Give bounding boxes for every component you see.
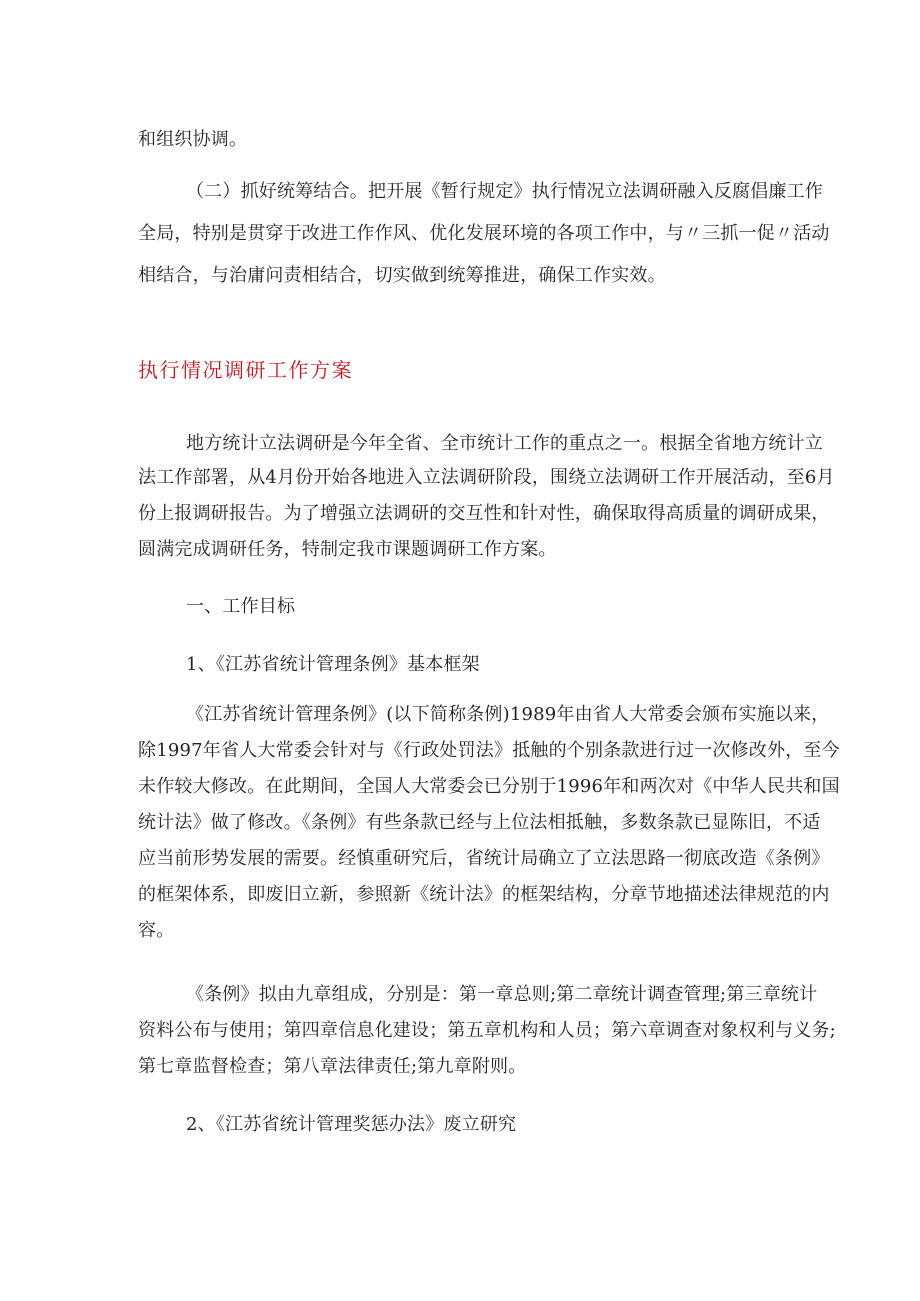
subsection-heading: 1、《江苏省统计管理条例》基本框架 (186, 654, 480, 675)
paragraph-line: 《条例》拟由九章组成，分别是：第一章总则;第二章统计调查管理;第三章统计 (186, 984, 818, 1005)
paragraph-line: 全局，特别是贯穿于改进工作作风、优化发展环境的各项工作中，与〃三抓一促〃活动 (138, 223, 830, 244)
paragraph-line: 第七章监督检查；第八章法律责任;第九章附则。 (138, 1056, 527, 1077)
paragraph-line: 未作较大修改。在此期间，全国人大常委会已分别于1996年和两次对《中华人民共和国 (138, 776, 840, 797)
paragraph-line: 和组织协调。 (138, 129, 248, 150)
paragraph-line: 的框架体系，即废旧立新，参照新《统计法》的框架结构，分章节地描述法律规范的内 (138, 884, 830, 905)
paragraph-line: 资料公布与使用；第四章信息化建设；第五章机构和人员；第六章调查对象权利与义务; (138, 1020, 836, 1041)
paragraph-line: 容。 (138, 920, 175, 941)
paragraph-line: 统计法》做了修改。《条例》有些条款已经与上位法相抵触，多数条款已显陈旧，不适 (138, 812, 821, 833)
paragraph-line: 应当前形势发展的需要。经慎重研究后，省统计局确立了立法思路一彻底改造《条例》 (138, 848, 830, 869)
paragraph-line: 圆满完成调研任务，特制定我市课题调研工作方案。 (138, 539, 557, 560)
paragraph-line: （二）抓好统筹结合。把开展《暂行规定》执行情况立法调研融入反腐倡廉工作 (186, 181, 823, 202)
paragraph-line: 相结合，与治庸问责相结合，切实做到统筹推进，确保工作实效。 (138, 265, 666, 286)
section-title: 执行情况调研工作方案 (138, 358, 353, 382)
paragraph-line: 地方统计立法调研是今年全省、全市统计工作的重点之一。根据全省地方统计立 (186, 433, 823, 454)
paragraph-line: 除1997年省人大常委会针对与《行政处罚法》抵触的个别条款进行过一次修改外，至今 (138, 740, 840, 761)
paragraph-line: 份上报调研报告。为了增强立法调研的交互性和针对性，确保取得高质量的调研成果， (138, 503, 830, 524)
paragraph-line: 法工作部署，从4月份开始各地进入立法调研阶段，围绕立法调研工作开展活动，至6月 (138, 467, 835, 488)
paragraph-line: 《江苏省统计管理条例》(以下简称条例)1989年由省人大常委会颁布实施以来， (186, 704, 830, 725)
section-heading: 一、工作目标 (186, 596, 296, 617)
subsection-heading: 2、《江苏省统计管理奖惩办法》废立研究 (186, 1114, 517, 1135)
